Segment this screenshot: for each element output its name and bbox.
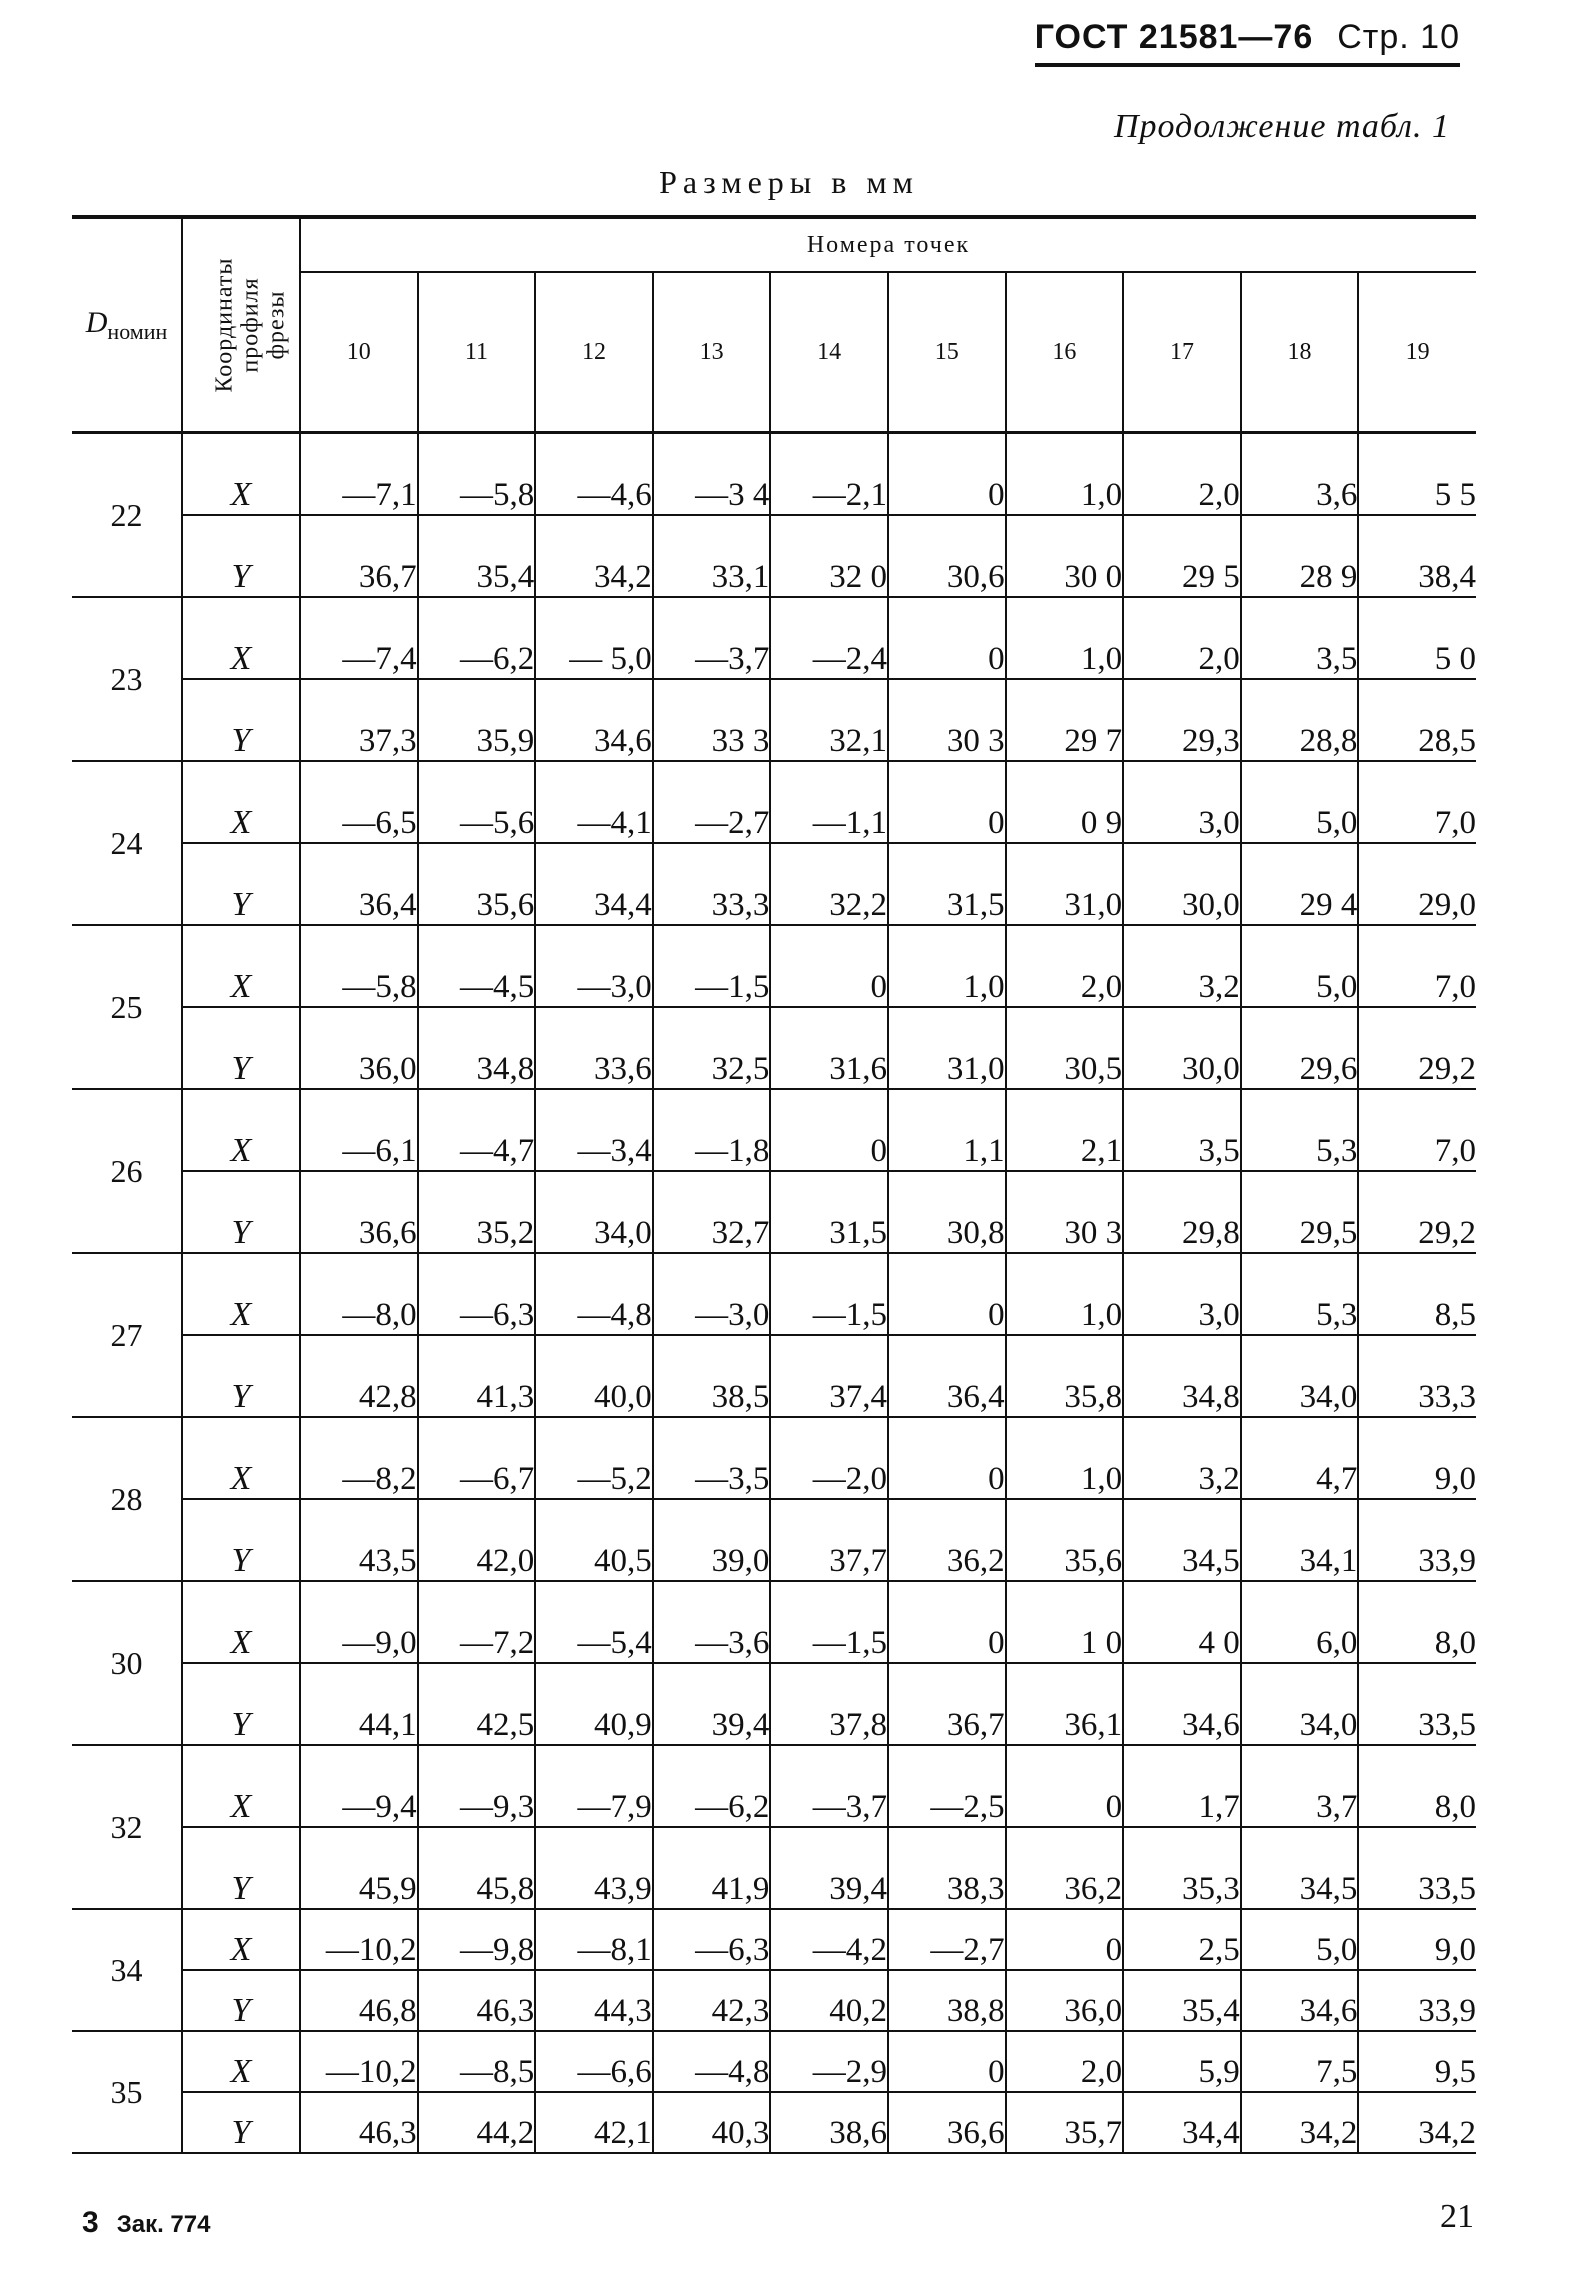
value-cell: 46,3 (300, 2092, 418, 2153)
value-cell: 0 (888, 2031, 1006, 2092)
value-cell: —5,8 (300, 925, 418, 1007)
value-cell: 33,3 (1358, 1335, 1476, 1417)
value-cell: 0 (888, 761, 1006, 843)
table-row (72, 597, 1476, 679)
d-nominal-cell: 24 (72, 761, 182, 925)
table-row (72, 1909, 1476, 1970)
value-cell: 7,0 (1358, 761, 1476, 843)
table-row (72, 1827, 1476, 1909)
value-cell: —3,4 (535, 1089, 653, 1171)
point-number-header: 13 (653, 272, 771, 433)
value-cell: 36,0 (300, 1007, 418, 1089)
value-cell: 34,0 (1241, 1335, 1359, 1417)
value-cell: 0 (770, 925, 888, 1007)
value-cell: 7,0 (1358, 1089, 1476, 1171)
value-cell: 37,3 (300, 679, 418, 761)
value-cell: 36,2 (888, 1499, 1006, 1581)
table-row (72, 843, 1476, 925)
value-cell: 33,5 (1358, 1827, 1476, 1909)
value-cell: 38,3 (888, 1827, 1006, 1909)
table-row (72, 2031, 1476, 2092)
value-cell: 35,4 (418, 515, 536, 597)
value-cell: 41,9 (653, 1827, 771, 1909)
value-cell: —1,5 (653, 925, 771, 1007)
value-cell: 36,2 (1006, 1827, 1124, 1909)
value-cell: 37,7 (770, 1499, 888, 1581)
value-cell: 32 0 (770, 515, 888, 597)
value-cell: 30,0 (1123, 1007, 1241, 1089)
value-cell: — 5,0 (535, 597, 653, 679)
value-cell: —4,1 (535, 761, 653, 843)
value-cell: 31,5 (888, 843, 1006, 925)
value-cell: 30,5 (1006, 1007, 1124, 1089)
coordinate-label: Y (182, 1335, 300, 1417)
point-number-header: 14 (770, 272, 888, 433)
coordinate-label: X (182, 1581, 300, 1663)
value-cell: 29,2 (1358, 1171, 1476, 1253)
value-cell: —9,8 (418, 1909, 536, 1970)
coordinate-label: Y (182, 515, 300, 597)
value-cell: —3 4 (653, 433, 771, 516)
value-cell: —9,4 (300, 1745, 418, 1827)
table-row (72, 515, 1476, 597)
value-cell: 34,8 (1123, 1335, 1241, 1417)
value-cell: 0 (888, 433, 1006, 516)
value-cell: —8,2 (300, 1417, 418, 1499)
coordinate-label: Y (182, 843, 300, 925)
value-cell: 4 0 (1123, 1581, 1241, 1663)
d-nominal-cell: 28 (72, 1417, 182, 1581)
value-cell: 34,0 (1241, 1663, 1359, 1745)
value-cell: 34,2 (1358, 2092, 1476, 2153)
value-cell: 33,9 (1358, 1499, 1476, 1581)
coordinate-label: Y (182, 1827, 300, 1909)
table-row (72, 1007, 1476, 1089)
value-cell: 7,0 (1358, 925, 1476, 1007)
value-cell: 35,9 (418, 679, 536, 761)
value-cell: 38,5 (653, 1335, 771, 1417)
coordinate-label: Y (182, 679, 300, 761)
value-cell: 35,4 (1123, 1970, 1241, 2031)
value-cell: —4,5 (418, 925, 536, 1007)
value-cell: 35,2 (418, 1171, 536, 1253)
value-cell: 36,6 (888, 2092, 1006, 2153)
value-cell: —3,7 (653, 597, 771, 679)
value-cell: 30,0 (1123, 843, 1241, 925)
value-cell: 44,1 (300, 1663, 418, 1745)
value-cell: 7,5 (1241, 2031, 1359, 2092)
value-cell: 38,4 (1358, 515, 1476, 597)
point-number-header: 11 (418, 272, 536, 433)
value-cell: 0 (770, 1089, 888, 1171)
d-nominal-cell: 32 (72, 1745, 182, 1909)
value-cell: 3,6 (1241, 433, 1359, 516)
point-number-header: 16 (1006, 272, 1124, 433)
value-cell: 36,6 (300, 1171, 418, 1253)
table-row (72, 1089, 1476, 1171)
value-cell: 0 (888, 1417, 1006, 1499)
point-number-header: 18 (1241, 272, 1359, 433)
header-point-numbers: Номера точек (300, 217, 1476, 272)
value-cell: —1,5 (770, 1253, 888, 1335)
value-cell: 31,5 (770, 1171, 888, 1253)
value-cell: —2,5 (888, 1745, 1006, 1827)
value-cell: —5,4 (535, 1581, 653, 1663)
point-number-header: 12 (535, 272, 653, 433)
value-cell: 36,4 (300, 843, 418, 925)
value-cell: 33,5 (1358, 1663, 1476, 1745)
value-cell: 32,1 (770, 679, 888, 761)
table-row (72, 1417, 1476, 1499)
value-cell: 35,8 (1006, 1335, 1124, 1417)
d-nominal-cell: 23 (72, 597, 182, 761)
value-cell: 1,0 (1006, 1417, 1124, 1499)
d-nominal-cell: 26 (72, 1089, 182, 1253)
value-cell: 40,2 (770, 1970, 888, 2031)
value-cell: 42,1 (535, 2092, 653, 2153)
value-cell: 34,4 (1123, 2092, 1241, 2153)
table-row (72, 1253, 1476, 1335)
value-cell: —5,2 (535, 1417, 653, 1499)
order-number: Зак. 774 (116, 2211, 211, 2238)
document-header (1035, 18, 1460, 67)
value-cell: 44,3 (535, 1970, 653, 2031)
d-nominal-cell: 35 (72, 2031, 182, 2153)
value-cell: 39,0 (653, 1499, 771, 1581)
coordinate-label: X (182, 1253, 300, 1335)
coordinate-label: X (182, 1089, 300, 1171)
coordinate-label: X (182, 2031, 300, 2092)
value-cell: 29,2 (1358, 1007, 1476, 1089)
value-cell: —6,5 (300, 761, 418, 843)
value-cell: 34,6 (1123, 1663, 1241, 1745)
value-cell: 34,5 (1123, 1499, 1241, 1581)
coordinate-label: X (182, 433, 300, 516)
value-cell: —3,7 (770, 1745, 888, 1827)
value-cell: 28,8 (1241, 679, 1359, 761)
footer-print-info (82, 2206, 210, 2240)
value-cell: 36,7 (888, 1663, 1006, 1745)
value-cell: —8,5 (418, 2031, 536, 2092)
value-cell: 1,0 (888, 925, 1006, 1007)
value-cell: 46,3 (418, 1970, 536, 2031)
value-cell: 8,0 (1358, 1581, 1476, 1663)
value-cell: 42,8 (300, 1335, 418, 1417)
d-nominal-cell: 22 (72, 433, 182, 598)
value-cell: 39,4 (770, 1827, 888, 1909)
value-cell: 40,5 (535, 1499, 653, 1581)
table-row (72, 761, 1476, 843)
value-cell: 5,3 (1241, 1253, 1359, 1335)
value-cell: 38,8 (888, 1970, 1006, 2031)
value-cell: 5 5 (1358, 433, 1476, 516)
value-cell: —1,5 (770, 1581, 888, 1663)
coordinate-label: Y (182, 1007, 300, 1089)
value-cell: 5,9 (1123, 2031, 1241, 2092)
value-cell: 2,5 (1123, 1909, 1241, 1970)
value-cell: —4,6 (535, 433, 653, 516)
table-row (72, 1335, 1476, 1417)
d-nominal-cell: 34 (72, 1909, 182, 2031)
value-cell: 29 4 (1241, 843, 1359, 925)
value-cell: 34,2 (1241, 2092, 1359, 2153)
coordinate-label: X (182, 1417, 300, 1499)
value-cell: 4,7 (1241, 1417, 1359, 1499)
coordinate-label: Y (182, 1663, 300, 1745)
value-cell: —2,1 (770, 433, 888, 516)
value-cell: 3,0 (1123, 761, 1241, 843)
value-cell: —4,8 (653, 2031, 771, 2092)
value-cell: —7,2 (418, 1581, 536, 1663)
value-cell: 34,8 (418, 1007, 536, 1089)
coordinate-label: X (182, 925, 300, 1007)
value-cell: 36,0 (1006, 1970, 1124, 2031)
value-cell: 29,5 (1241, 1171, 1359, 1253)
value-cell: 8,0 (1358, 1745, 1476, 1827)
value-cell: 28 9 (1241, 515, 1359, 597)
value-cell: 36,4 (888, 1335, 1006, 1417)
coordinates-table (72, 215, 1476, 2154)
value-cell: 6,0 (1241, 1581, 1359, 1663)
table-row (72, 925, 1476, 1007)
value-cell: —7,4 (300, 597, 418, 679)
value-cell: 29,3 (1123, 679, 1241, 761)
value-cell: —7,1 (300, 433, 418, 516)
table-row (72, 679, 1476, 761)
value-cell: —4,2 (770, 1909, 888, 1970)
point-number-header: 10 (300, 272, 418, 433)
value-cell: —4,7 (418, 1089, 536, 1171)
value-cell: 0 (888, 1253, 1006, 1335)
value-cell: 34,6 (535, 679, 653, 761)
value-cell: —6,6 (535, 2031, 653, 2092)
value-cell: 2,1 (1006, 1089, 1124, 1171)
value-cell: —2,7 (888, 1909, 1006, 1970)
value-cell: 1,0 (1006, 433, 1124, 516)
coordinate-label: Y (182, 1499, 300, 1581)
value-cell: —3,0 (653, 1253, 771, 1335)
value-cell: —10,2 (300, 2031, 418, 2092)
value-cell: 45,8 (418, 1827, 536, 1909)
value-cell: 33,3 (653, 843, 771, 925)
value-cell: 9,0 (1358, 1909, 1476, 1970)
value-cell: —6,3 (418, 1253, 536, 1335)
coordinate-label: X (182, 597, 300, 679)
page-reference: Стр. 10 (1337, 18, 1460, 56)
value-cell: —9,3 (418, 1745, 536, 1827)
value-cell: 43,9 (535, 1827, 653, 1909)
value-cell: 1,0 (1006, 1253, 1124, 1335)
d-nominal-cell: 27 (72, 1253, 182, 1417)
point-number-header: 15 (888, 272, 1006, 433)
value-cell: 30 3 (1006, 1171, 1124, 1253)
value-cell: —6,2 (418, 597, 536, 679)
value-cell: 1,1 (888, 1089, 1006, 1171)
value-cell: —3,5 (653, 1417, 771, 1499)
value-cell: —6,2 (653, 1745, 771, 1827)
table-row (72, 433, 1476, 516)
table-row (72, 1745, 1476, 1827)
table-row (72, 1499, 1476, 1581)
value-cell: 34,1 (1241, 1499, 1359, 1581)
value-cell: 33,1 (653, 515, 771, 597)
value-cell: 0 (1006, 1745, 1124, 1827)
value-cell: 0 9 (1006, 761, 1124, 843)
value-cell: —6,3 (653, 1909, 771, 1970)
value-cell: —2,9 (770, 2031, 888, 2092)
value-cell: 45,9 (300, 1827, 418, 1909)
value-cell: —8,1 (535, 1909, 653, 1970)
value-cell: 8,5 (1358, 1253, 1476, 1335)
value-cell: —5,8 (418, 433, 536, 516)
value-cell: 38,6 (770, 2092, 888, 2153)
value-cell: 34,5 (1241, 1827, 1359, 1909)
coordinate-label: X (182, 1909, 300, 1970)
point-number-header: 19 (1358, 272, 1476, 433)
value-cell: 0 (888, 597, 1006, 679)
value-cell: 37,8 (770, 1663, 888, 1745)
table-row (72, 1970, 1476, 2031)
value-cell: —2,7 (653, 761, 771, 843)
value-cell: 42,3 (653, 1970, 771, 2031)
value-cell: 5,0 (1241, 925, 1359, 1007)
value-cell: 32,5 (653, 1007, 771, 1089)
value-cell: 35,3 (1123, 1827, 1241, 1909)
value-cell: 3,5 (1123, 1089, 1241, 1171)
header-d-nominal: $D_{номин}$ (72, 217, 182, 433)
value-cell: 44,2 (418, 2092, 536, 2153)
value-cell: 34,6 (1241, 1970, 1359, 2031)
coordinate-label: X (182, 761, 300, 843)
value-cell: 42,0 (418, 1499, 536, 1581)
value-cell: 40,9 (535, 1663, 653, 1745)
value-cell: 32,7 (653, 1171, 771, 1253)
value-cell: —6,1 (300, 1089, 418, 1171)
value-cell: 30 0 (1006, 515, 1124, 597)
value-cell: 40,3 (653, 2092, 771, 2153)
value-cell: —3,6 (653, 1581, 771, 1663)
value-cell: —2,4 (770, 597, 888, 679)
value-cell: 34,0 (535, 1171, 653, 1253)
value-cell: 2,0 (1123, 433, 1241, 516)
coordinate-label: X (182, 1745, 300, 1827)
value-cell: 3,2 (1123, 1417, 1241, 1499)
value-cell: 0 (1006, 1909, 1124, 1970)
signature-number: 3 (82, 2206, 99, 2239)
value-cell: 2,0 (1123, 597, 1241, 679)
value-cell: —5,6 (418, 761, 536, 843)
value-cell: 9,5 (1358, 2031, 1476, 2092)
value-cell: 33,9 (1358, 1970, 1476, 2031)
value-cell: —4,8 (535, 1253, 653, 1335)
value-cell: 43,5 (300, 1499, 418, 1581)
point-number-header: 17 (1123, 272, 1241, 433)
value-cell: 29 5 (1123, 515, 1241, 597)
value-cell: 5,0 (1241, 1909, 1359, 1970)
value-cell: 1,0 (1006, 597, 1124, 679)
value-cell: 28,5 (1358, 679, 1476, 761)
value-cell: 30,6 (888, 515, 1006, 597)
value-cell: 3,7 (1241, 1745, 1359, 1827)
coordinate-label: Y (182, 1970, 300, 2031)
value-cell: 3,2 (1123, 925, 1241, 1007)
value-cell: —8,0 (300, 1253, 418, 1335)
value-cell: 36,7 (300, 515, 418, 597)
table-row (72, 1581, 1476, 1663)
table-row (72, 1171, 1476, 1253)
value-cell: 35,6 (1006, 1499, 1124, 1581)
value-cell: 35,7 (1006, 2092, 1124, 2153)
value-cell: 32,2 (770, 843, 888, 925)
value-cell: 35,6 (418, 843, 536, 925)
table-row (72, 1663, 1476, 1745)
table-row (72, 2092, 1476, 2153)
value-cell: —1,1 (770, 761, 888, 843)
value-cell: 30 3 (888, 679, 1006, 761)
value-cell: 31,0 (1006, 843, 1124, 925)
value-cell: 0 (888, 1581, 1006, 1663)
value-cell: —6,7 (418, 1417, 536, 1499)
value-cell: 34,2 (535, 515, 653, 597)
value-cell: 1,7 (1123, 1745, 1241, 1827)
value-cell: 40,0 (535, 1335, 653, 1417)
value-cell: 42,5 (418, 1663, 536, 1745)
coordinate-label: Y (182, 1171, 300, 1253)
value-cell: 46,8 (300, 1970, 418, 2031)
page-number: 21 (1440, 2198, 1474, 2235)
value-cell: 2,0 (1006, 2031, 1124, 2092)
value-cell: 29,0 (1358, 843, 1476, 925)
d-nominal-cell: 30 (72, 1581, 182, 1745)
value-cell: —7,9 (535, 1745, 653, 1827)
value-cell: 29 7 (1006, 679, 1124, 761)
value-cell: 29,8 (1123, 1171, 1241, 1253)
value-cell: —3,0 (535, 925, 653, 1007)
value-cell: 29,6 (1241, 1007, 1359, 1089)
value-cell: —9,0 (300, 1581, 418, 1663)
value-cell: 1 0 (1006, 1581, 1124, 1663)
value-cell: 30,8 (888, 1171, 1006, 1253)
value-cell: 37,4 (770, 1335, 888, 1417)
header-coordinates: Координаты профиля фрезы (182, 217, 300, 433)
value-cell: 33 3 (653, 679, 771, 761)
value-cell: 5 0 (1358, 597, 1476, 679)
value-cell: 3,0 (1123, 1253, 1241, 1335)
value-cell: 31,0 (888, 1007, 1006, 1089)
value-cell: 34,4 (535, 843, 653, 925)
value-cell: 9,0 (1358, 1417, 1476, 1499)
value-cell: —10,2 (300, 1909, 418, 1970)
units-caption: Размеры в мм (659, 164, 919, 200)
value-cell: 33,6 (535, 1007, 653, 1089)
value-cell: 3,5 (1241, 597, 1359, 679)
value-cell: 5,0 (1241, 761, 1359, 843)
table-continuation-note: Продолжение табл. 1 (1113, 108, 1450, 145)
value-cell: 39,4 (653, 1663, 771, 1745)
value-cell: 5,3 (1241, 1089, 1359, 1171)
value-cell: —1,8 (653, 1089, 771, 1171)
value-cell: 36,1 (1006, 1663, 1124, 1745)
value-cell: 31,6 (770, 1007, 888, 1089)
standard-code: ГОСТ 21581—76 (1034, 18, 1314, 56)
value-cell: 2,0 (1006, 925, 1124, 1007)
value-cell: 41,3 (418, 1335, 536, 1417)
d-nominal-cell: 25 (72, 925, 182, 1089)
value-cell: —2,0 (770, 1417, 888, 1499)
coordinate-label: Y (182, 2092, 300, 2153)
